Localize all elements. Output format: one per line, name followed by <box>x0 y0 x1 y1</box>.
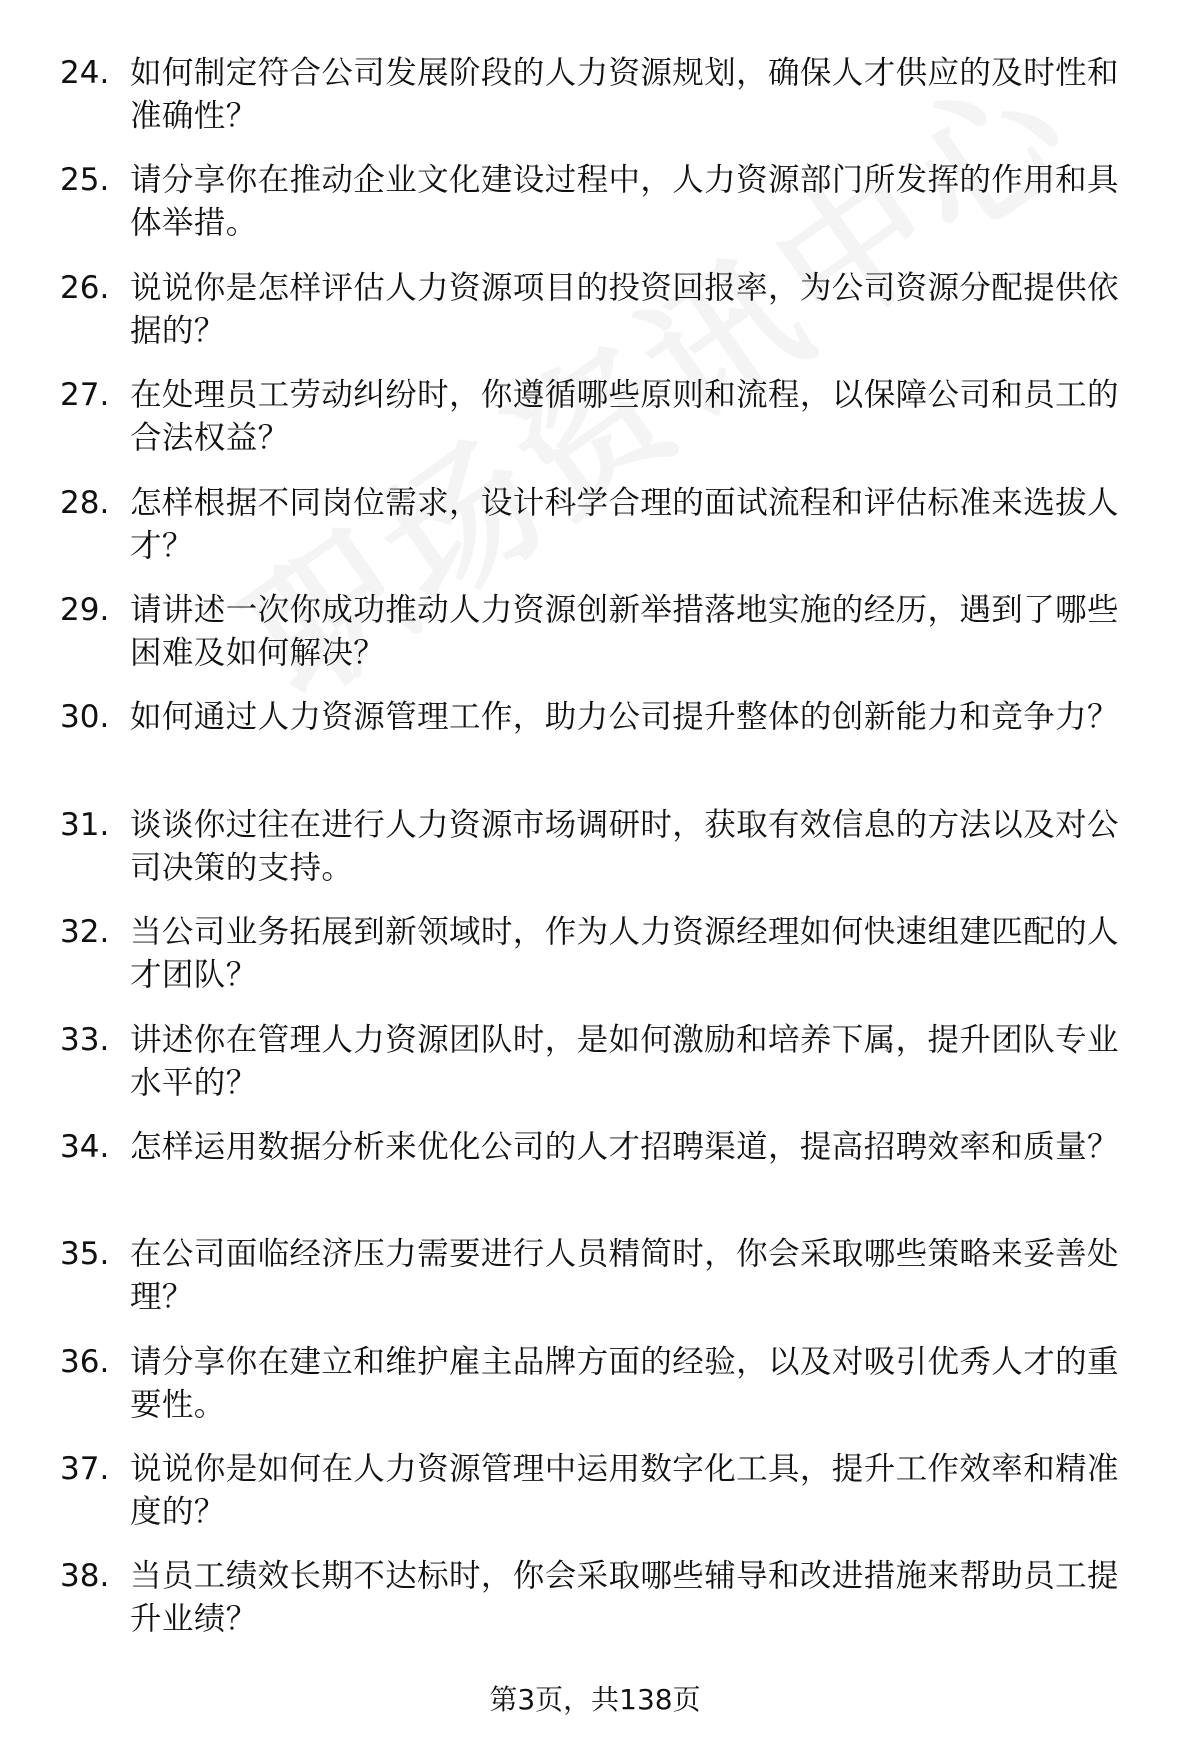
question-number: 33. <box>60 1021 110 1058</box>
question-text: 请分享你在推动企业文化建设过程中，人力资源部门所发挥的作用和具体举措。 <box>130 162 1119 242</box>
question-text: 说说你是怎样评估人力资源项目的投资回报率，为公司资源分配提供依据的？ <box>130 269 1119 349</box>
question-text: 在公司面临经济压力需要进行人员精简时，你会采取哪些策略来妥善处理？ <box>130 1236 1119 1316</box>
page-footer <box>0 1680 1190 1720</box>
question-item <box>60 1126 1150 1233</box>
question-number: 34. <box>60 1128 110 1165</box>
question-text: 当公司业务拓展到新领域时，作为人力资源经理如何快速组建匹配的人才团队？ <box>130 914 1119 994</box>
question-number: 26. <box>60 269 110 306</box>
question-text: 怎样根据不同岗位需求，设计科学合理的面试流程和评估标准来选拔人才？ <box>130 484 1119 564</box>
question-item <box>60 267 1150 374</box>
question-item <box>60 589 1150 696</box>
question-item <box>60 911 1150 1018</box>
question-number: 28. <box>60 484 110 521</box>
question-item <box>60 1019 1150 1126</box>
question-text: 请分享你在建立和维护雇主品牌方面的经验，以及对吸引优秀人才的重要性。 <box>130 1343 1119 1423</box>
question-text: 怎样运用数据分析来优化公司的人才招聘渠道，提高招聘效率和质量？ <box>130 1128 1119 1165</box>
question-number: 24. <box>60 55 110 91</box>
question-item <box>60 159 1150 266</box>
question-text: 讲述你在管理人力资源团队时，是如何激励和培养下属，提升团队专业水平的？ <box>130 1021 1119 1101</box>
question-text: 谈谈你过往在进行人力资源市场调研时，获取有效信息的方法以及对公司决策的支持。 <box>130 806 1119 886</box>
question-number: 38. <box>60 1558 110 1595</box>
question-number: 36. <box>60 1343 110 1380</box>
question-number: 29. <box>60 591 110 628</box>
question-text: 当员工绩效长期不达标时，你会采取哪些辅导和改进措施来帮助员工提升业绩？ <box>130 1558 1119 1638</box>
question-text: 如何制定符合公司发展阶段的人力资源规划，确保人才供应的及时性和准确性？ <box>130 55 1119 134</box>
question-item <box>60 1233 1150 1340</box>
question-number: 27. <box>60 377 110 414</box>
question-item <box>60 52 1150 159</box>
question-number: 30. <box>60 699 110 736</box>
question-text: 如何通过人力资源管理工作，助力公司提升整体的创新能力和竞争力？ <box>130 699 1119 736</box>
question-item <box>60 482 1150 589</box>
question-item <box>60 1341 1150 1448</box>
question-item <box>60 696 1150 803</box>
question-number: 25. <box>60 162 110 199</box>
question-item <box>60 804 1150 911</box>
question-number: 32. <box>60 914 110 951</box>
question-number: 37. <box>60 1451 110 1488</box>
question-item <box>60 1448 1150 1555</box>
question-text: 请讲述一次你成功推动人力资源创新举措落地实施的经历，遇到了哪些困难及如何解决？ <box>130 591 1119 671</box>
question-item <box>60 1555 1150 1662</box>
question-text: 在处理员工劳动纠纷时，你遵循哪些原则和流程，以保障公司和员工的合法权益？ <box>130 377 1119 457</box>
page-number-label: 第3页，共138页 <box>489 1683 701 1716</box>
question-number: 35. <box>60 1236 110 1273</box>
question-list <box>60 52 1150 1663</box>
question-text: 说说你是如何在人力资源管理中运用数字化工具，提升工作效率和精准度的？ <box>130 1451 1119 1531</box>
question-number: 31. <box>60 806 110 843</box>
question-item <box>60 374 1150 481</box>
